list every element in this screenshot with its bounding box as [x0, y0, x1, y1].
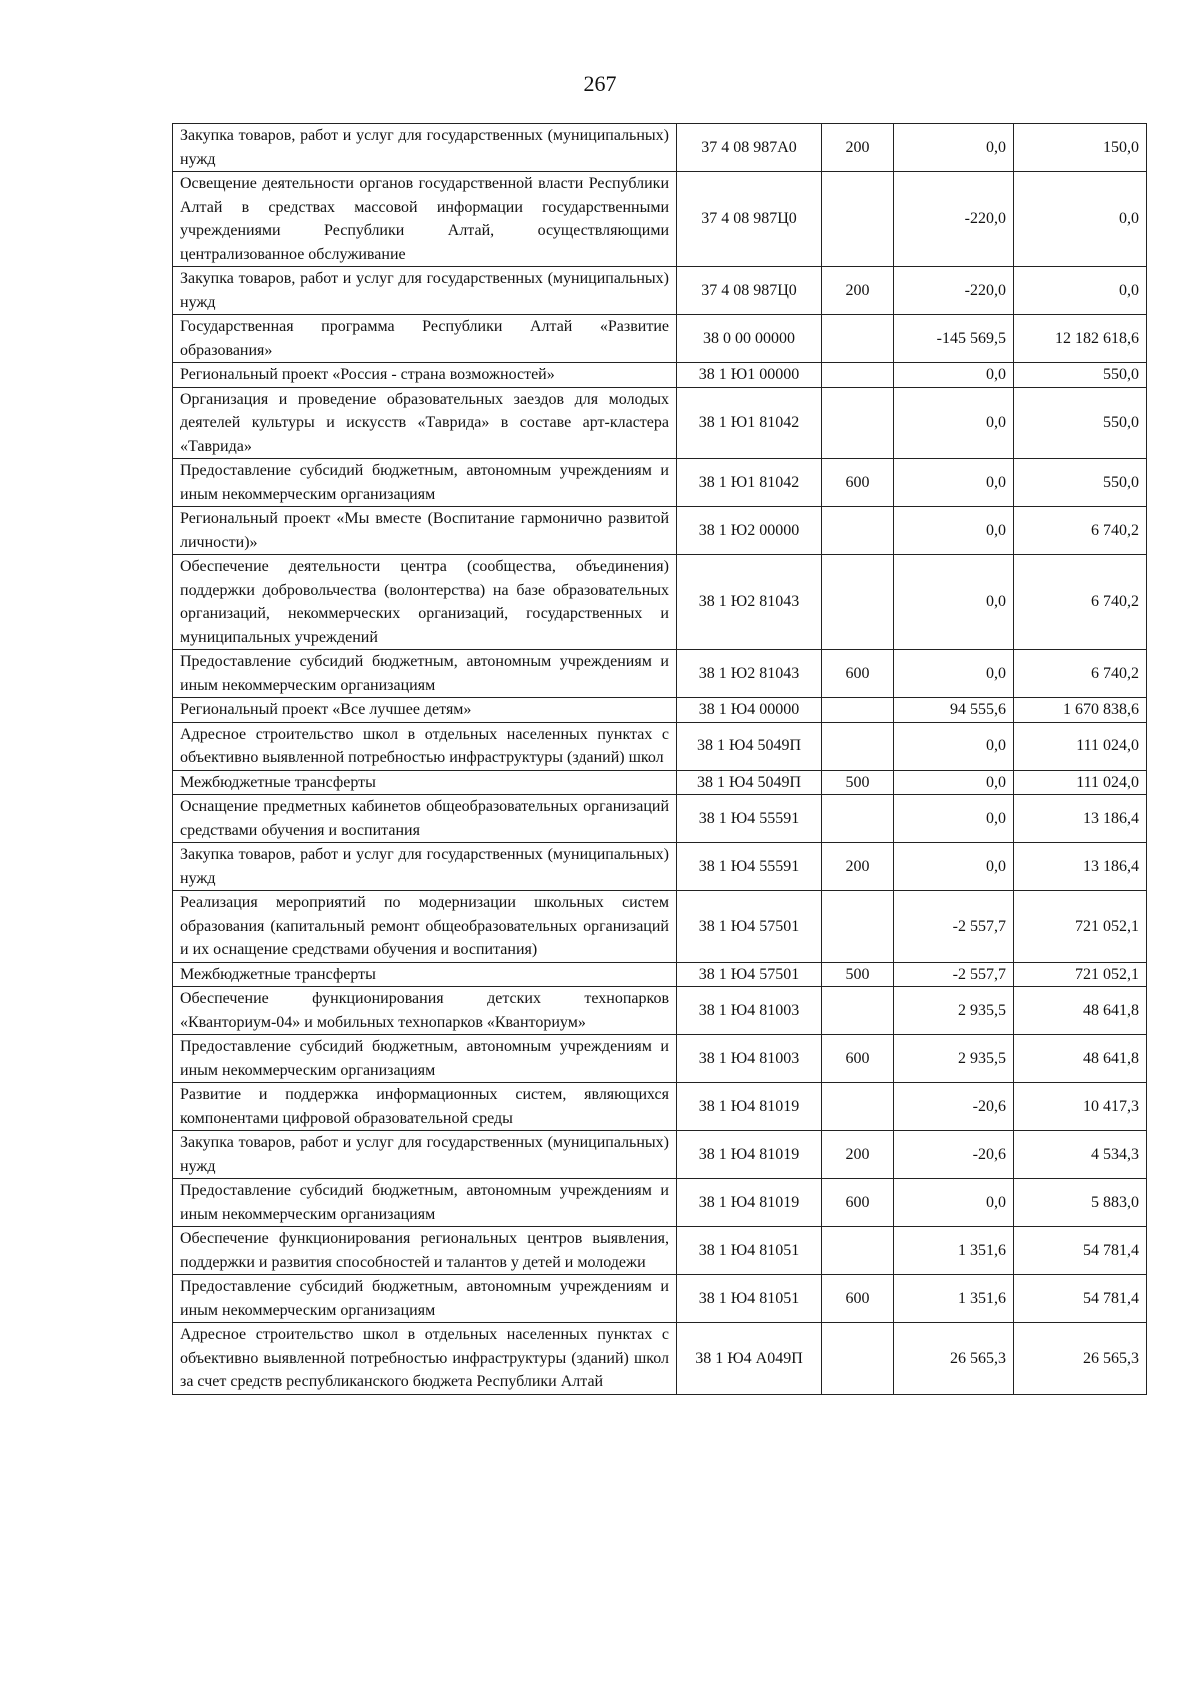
cell-amount-total: 111 024,0 — [1014, 722, 1147, 770]
table-row — [173, 1323, 1147, 1395]
cell-amount-change: 2 935,5 — [894, 987, 1014, 1035]
cell-amount-change: 0,0 — [894, 843, 1014, 891]
cell-amount-total: 48 641,8 — [1014, 1035, 1147, 1083]
cell-amount-change: 94 555,6 — [894, 698, 1014, 723]
table-row — [173, 795, 1147, 843]
cell-expense-type: 200 — [822, 1131, 894, 1179]
cell-expense-type — [822, 987, 894, 1035]
cell-expense-type — [822, 1323, 894, 1395]
cell-target-code: 38 1 Ю4 81019 — [677, 1083, 822, 1131]
table-row — [173, 363, 1147, 388]
cell-amount-change: 0,0 — [894, 650, 1014, 698]
cell-amount-total: 111 024,0 — [1014, 770, 1147, 795]
cell-amount-total: 54 781,4 — [1014, 1227, 1147, 1275]
table-row — [173, 124, 1147, 172]
cell-target-code: 38 0 00 00000 — [677, 315, 822, 363]
cell-amount-total: 6 740,2 — [1014, 555, 1147, 650]
cell-expense-type: 600 — [822, 1035, 894, 1083]
cell-amount-change: -20,6 — [894, 1083, 1014, 1131]
cell-target-code: 38 1 Ю4 81019 — [677, 1179, 822, 1227]
cell-item-name: Межбюджетные трансферты — [173, 770, 677, 795]
cell-expense-type: 600 — [822, 650, 894, 698]
cell-expense-type — [822, 891, 894, 963]
cell-target-code: 38 1 Ю4 5049П — [677, 722, 822, 770]
cell-expense-type: 600 — [822, 459, 894, 507]
cell-amount-total: 6 740,2 — [1014, 650, 1147, 698]
cell-target-code: 38 1 Ю2 81043 — [677, 650, 822, 698]
cell-amount-change: 0,0 — [894, 124, 1014, 172]
cell-item-name: Реализация мероприятий по модернизации школьных систем образования (капитальный ремонт общеобразовательных организаций и их оснащение средствами обучения и воспитания) — [173, 891, 677, 963]
cell-expense-type — [822, 387, 894, 459]
table-row — [173, 1035, 1147, 1083]
cell-expense-type — [822, 555, 894, 650]
cell-target-code: 37 4 08 987Ц0 — [677, 267, 822, 315]
table-row — [173, 387, 1147, 459]
cell-expense-type: 200 — [822, 267, 894, 315]
table-row — [173, 987, 1147, 1035]
cell-item-name: Предоставление субсидий бюджетным, автономным учреждениям и иным некоммерческим организациям — [173, 1275, 677, 1323]
cell-item-name: Организация и проведение образовательных заездов для молодых деятелей культуры и искусств «Таврида» в составе арт-кластера «Таврида» — [173, 387, 677, 459]
cell-amount-change: 0,0 — [894, 555, 1014, 650]
cell-item-name: Предоставление субсидий бюджетным, автономным учреждениям и иным некоммерческим организациям — [173, 459, 677, 507]
cell-target-code: 38 1 Ю2 81043 — [677, 555, 822, 650]
cell-amount-total: 721 052,1 — [1014, 962, 1147, 987]
budget-table-body — [173, 124, 1147, 1395]
table-row — [173, 555, 1147, 650]
cell-expense-type — [822, 172, 894, 267]
cell-item-name: Предоставление субсидий бюджетным, автономным учреждениям и иным некоммерческим организациям — [173, 650, 677, 698]
cell-expense-type — [822, 315, 894, 363]
table-row — [173, 1179, 1147, 1227]
cell-expense-type — [822, 1227, 894, 1275]
table-row — [173, 172, 1147, 267]
cell-expense-type — [822, 507, 894, 555]
cell-amount-total: 721 052,1 — [1014, 891, 1147, 963]
cell-target-code: 38 1 Ю4 00000 — [677, 698, 822, 723]
cell-expense-type: 200 — [822, 843, 894, 891]
cell-amount-total: 0,0 — [1014, 267, 1147, 315]
cell-expense-type — [822, 1083, 894, 1131]
cell-amount-change: 1 351,6 — [894, 1227, 1014, 1275]
cell-target-code: 38 1 Ю4 55591 — [677, 795, 822, 843]
table-row — [173, 722, 1147, 770]
cell-target-code: 38 1 Ю4 81051 — [677, 1275, 822, 1323]
cell-item-name: Региональный проект «Мы вместе (Воспитание гармонично развитой личности)» — [173, 507, 677, 555]
cell-item-name: Предоставление субсидий бюджетным, автономным учреждениям и иным некоммерческим организациям — [173, 1179, 677, 1227]
cell-amount-change: -2 557,7 — [894, 962, 1014, 987]
cell-expense-type: 600 — [822, 1275, 894, 1323]
cell-amount-total: 26 565,3 — [1014, 1323, 1147, 1395]
cell-target-code: 38 1 Ю4 81051 — [677, 1227, 822, 1275]
cell-amount-change: 26 565,3 — [894, 1323, 1014, 1395]
table-row — [173, 962, 1147, 987]
cell-item-name: Закупка товаров, работ и услуг для государственных (муниципальных) нужд — [173, 124, 677, 172]
table-row — [173, 891, 1147, 963]
table-row — [173, 315, 1147, 363]
cell-target-code: 38 1 Ю4 57501 — [677, 891, 822, 963]
cell-amount-total: 150,0 — [1014, 124, 1147, 172]
cell-target-code: 38 1 Ю1 00000 — [677, 363, 822, 388]
cell-item-name: Межбюджетные трансферты — [173, 962, 677, 987]
cell-amount-total: 550,0 — [1014, 387, 1147, 459]
cell-amount-total: 550,0 — [1014, 363, 1147, 388]
cell-amount-change: -220,0 — [894, 172, 1014, 267]
table-row — [173, 698, 1147, 723]
cell-amount-change: -220,0 — [894, 267, 1014, 315]
cell-amount-change: 0,0 — [894, 507, 1014, 555]
table-row — [173, 770, 1147, 795]
cell-amount-change: 0,0 — [894, 459, 1014, 507]
cell-item-name: Закупка товаров, работ и услуг для государственных (муниципальных) нужд — [173, 843, 677, 891]
table-row — [173, 507, 1147, 555]
page-number: 267 — [583, 71, 617, 96]
cell-item-name: Закупка товаров, работ и услуг для государственных (муниципальных) нужд — [173, 267, 677, 315]
cell-expense-type — [822, 363, 894, 388]
cell-amount-change: -145 569,5 — [894, 315, 1014, 363]
cell-amount-total: 1 670 838,6 — [1014, 698, 1147, 723]
cell-item-name: Государственная программа Республики Алтай «Развитие образования» — [173, 315, 677, 363]
cell-target-code: 38 1 Ю4 81003 — [677, 987, 822, 1035]
table-row — [173, 1131, 1147, 1179]
cell-target-code: 38 1 Ю2 00000 — [677, 507, 822, 555]
cell-amount-total: 13 186,4 — [1014, 843, 1147, 891]
cell-expense-type: 600 — [822, 1179, 894, 1227]
cell-item-name: Обеспечение функционирования региональных центров выявления, поддержки и развития способностей и талантов у детей и молодежи — [173, 1227, 677, 1275]
cell-item-name: Адресное строительство школ в отдельных населенных пунктах с объективно выявленной потребностью инфраструктуры (зданий) школ — [173, 722, 677, 770]
cell-amount-change: 0,0 — [894, 1179, 1014, 1227]
cell-target-code: 38 1 Ю4 81019 — [677, 1131, 822, 1179]
cell-expense-type — [822, 795, 894, 843]
table-row — [173, 459, 1147, 507]
cell-item-name: Обеспечение деятельности центра (сообщества, объединения) поддержки добровольчества (волонтерства) на базе образовательных организаций, некоммерческих организаций, государственных и муниципальных учреждений — [173, 555, 677, 650]
cell-amount-total: 54 781,4 — [1014, 1275, 1147, 1323]
cell-expense-type — [822, 722, 894, 770]
cell-item-name: Обеспечение функционирования детских технопарков «Кванториум-04» и мобильных технопарков «Кванториум» — [173, 987, 677, 1035]
budget-table — [172, 123, 1147, 1395]
cell-item-name: Предоставление субсидий бюджетным, автономным учреждениям и иным некоммерческим организациям — [173, 1035, 677, 1083]
cell-expense-type — [822, 698, 894, 723]
cell-target-code: 38 1 Ю4 5049П — [677, 770, 822, 795]
cell-target-code: 38 1 Ю4 А049П — [677, 1323, 822, 1395]
table-row — [173, 1083, 1147, 1131]
cell-item-name: Закупка товаров, работ и услуг для государственных (муниципальных) нужд — [173, 1131, 677, 1179]
table-row — [173, 267, 1147, 315]
cell-expense-type: 500 — [822, 770, 894, 795]
cell-target-code: 38 1 Ю1 81042 — [677, 387, 822, 459]
cell-amount-change: 0,0 — [894, 363, 1014, 388]
cell-target-code: 38 1 Ю4 81003 — [677, 1035, 822, 1083]
cell-amount-change: -2 557,7 — [894, 891, 1014, 963]
cell-target-code: 38 1 Ю4 55591 — [677, 843, 822, 891]
table-row — [173, 650, 1147, 698]
cell-amount-change: 0,0 — [894, 770, 1014, 795]
cell-item-name: Адресное строительство школ в отдельных населенных пунктах с объективно выявленной потребностью инфраструктуры (зданий) школ за счет средств республиканского бюджета Республики Алтай — [173, 1323, 677, 1395]
cell-amount-total: 10 417,3 — [1014, 1083, 1147, 1131]
cell-amount-change: 2 935,5 — [894, 1035, 1014, 1083]
cell-target-code: 37 4 08 987А0 — [677, 124, 822, 172]
cell-item-name: Региональный проект «Россия - страна возможностей» — [173, 363, 677, 388]
cell-amount-total: 0,0 — [1014, 172, 1147, 267]
table-row — [173, 1227, 1147, 1275]
table-row — [173, 843, 1147, 891]
cell-amount-change: 1 351,6 — [894, 1275, 1014, 1323]
cell-item-name: Оснащение предметных кабинетов общеобразовательных организаций средствами обучения и воспитания — [173, 795, 677, 843]
cell-amount-total: 6 740,2 — [1014, 507, 1147, 555]
cell-target-code: 38 1 Ю4 57501 — [677, 962, 822, 987]
cell-amount-change: 0,0 — [894, 722, 1014, 770]
cell-amount-change: 0,0 — [894, 387, 1014, 459]
cell-amount-total: 4 534,3 — [1014, 1131, 1147, 1179]
cell-item-name: Развитие и поддержка информационных систем, являющихся компонентами цифровой образовательной среды — [173, 1083, 677, 1131]
cell-expense-type: 200 — [822, 124, 894, 172]
cell-target-code: 38 1 Ю1 81042 — [677, 459, 822, 507]
cell-item-name: Освещение деятельности органов государственной власти Республики Алтай в средствах массовой информации государственными учреждениями Республики Алтай, осуществляющими централизованное обслуживание — [173, 172, 677, 267]
table-row — [173, 1275, 1147, 1323]
cell-amount-change: 0,0 — [894, 795, 1014, 843]
cell-item-name: Региональный проект «Все лучшее детям» — [173, 698, 677, 723]
cell-amount-total: 550,0 — [1014, 459, 1147, 507]
cell-amount-total: 12 182 618,6 — [1014, 315, 1147, 363]
cell-amount-total: 13 186,4 — [1014, 795, 1147, 843]
cell-amount-total: 5 883,0 — [1014, 1179, 1147, 1227]
cell-amount-change: -20,6 — [894, 1131, 1014, 1179]
cell-amount-total: 48 641,8 — [1014, 987, 1147, 1035]
cell-target-code: 37 4 08 987Ц0 — [677, 172, 822, 267]
cell-expense-type: 500 — [822, 962, 894, 987]
